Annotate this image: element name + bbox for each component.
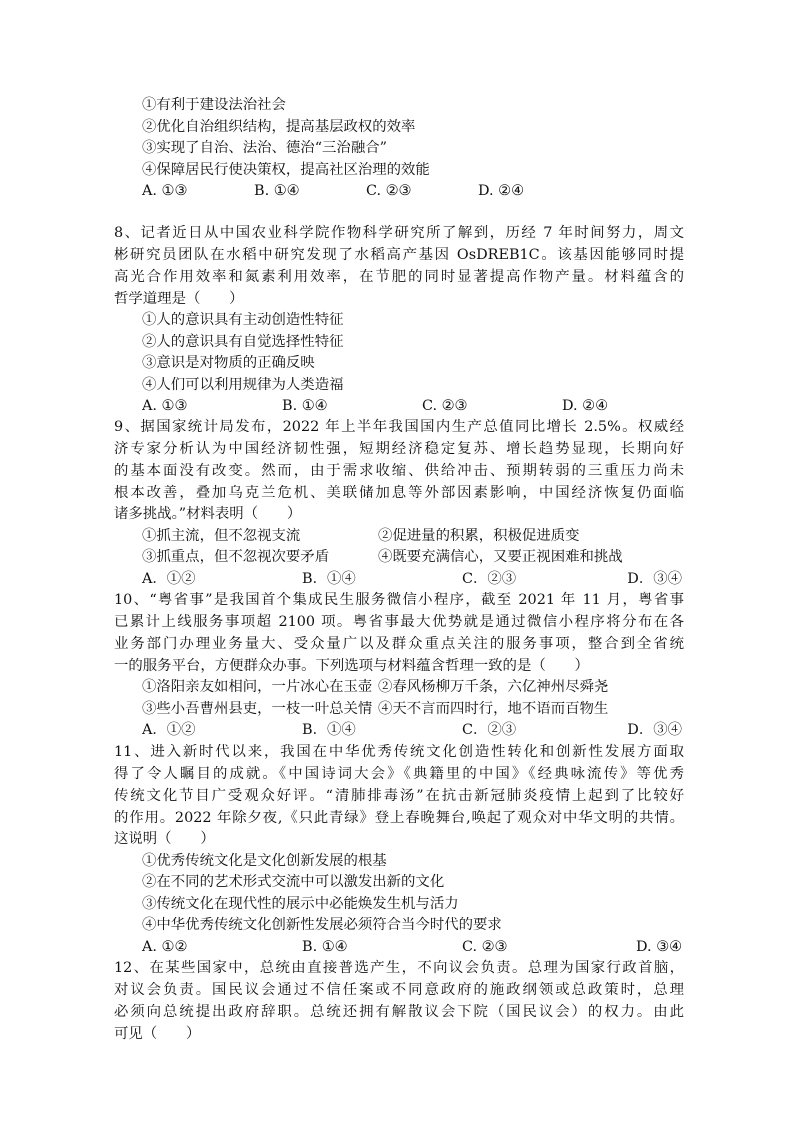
q10-choice-d[interactable]: D．③④ bbox=[627, 722, 682, 738]
q10-stem-line: 10、“粤省事”是我国首个集成民生服务微信小程序，截至 2021 年 11 月，粤省事 bbox=[114, 592, 684, 608]
q9-stem-line: 根本改善，叠加乌克兰危机、美联储加息等外部因素影响，中国经济恢复仍面临 bbox=[114, 485, 684, 501]
q11-stem-line: 11、进入新时代以来，我国在中华优秀传统文化创造性转化和创新性发展方面取 bbox=[114, 744, 684, 760]
q11-stem-line: 得了令人瞩目的成就。《中国诗词大会》《典籍里的中国》《经典咏流传》等优秀 bbox=[114, 766, 684, 782]
q10-stem-line: 业务部门办理业务量大、受众量广以及群众重点关注的服务事项，整合到全省统 bbox=[114, 636, 684, 652]
q10-options-row bbox=[142, 698, 682, 720]
q9-choice-d[interactable]: D．③④ bbox=[627, 571, 682, 587]
q9-option-3: ③抓重点，但不忽视次要矛盾 bbox=[142, 549, 330, 565]
q11-stem-line: 传统文化节目广受观众好评。“清肺排毒汤”在抗击新冠肺炎疫情上起到了比较好 bbox=[114, 788, 684, 804]
q12-stem-line: 12、在某些国家中，总统由直接普选产生，不向议会负责。总理为国家行政首脑， bbox=[114, 960, 684, 976]
q7-option-4: ④保障居民行使决策权，提高社区治理的效能 bbox=[142, 162, 430, 178]
q8-choice-a[interactable]: A. ①③ bbox=[142, 398, 188, 414]
q9-choices bbox=[142, 568, 682, 590]
q11-stem-line: 这说明（ ） bbox=[114, 831, 215, 847]
q10-choice-c[interactable]: C．②③ bbox=[462, 722, 517, 738]
q9-choice-a[interactable]: A．①② bbox=[142, 571, 196, 587]
q7-choice-b[interactable]: B. ①④ bbox=[254, 183, 300, 199]
q8-choice-b[interactable]: B. ①④ bbox=[282, 398, 328, 414]
q8-stem-line: 8、记者近日从中国农业科学院作物科学研究所了解到，历经 7 年时间努力，周文 bbox=[114, 225, 684, 241]
q12-stem-line: 必须向总统提出政府辞职。总统还拥有解散议会下院（国民议会）的权力。由此 bbox=[114, 1004, 684, 1020]
q10-option-4: ④天不言而四时行，地不语而百物生 bbox=[378, 701, 609, 717]
q8-choice-d[interactable]: D. ②④ bbox=[562, 398, 608, 414]
q9-option-2: ②促进量的积累，积极促进质变 bbox=[378, 528, 580, 544]
q9-option-4: ④既要充满信心，又要正视困难和挑战 bbox=[378, 549, 623, 565]
q12-stem-line: 可见（ ） bbox=[114, 1026, 201, 1042]
q11-stem-line: 的作用。2022 年除夕夜,《只此青绿》登上春晚舞台,唤起了观众对中华文明的共情。 bbox=[114, 810, 684, 826]
q7-option-2: ②优化自治组织结构，提高基层政权的效率 bbox=[142, 119, 416, 135]
q11-option-3: ③传统文化在现代性的展示中必能焕发生机与活力 bbox=[142, 896, 459, 912]
q11-choices bbox=[142, 936, 682, 958]
q9-choice-b[interactable]: B．①④ bbox=[302, 571, 356, 587]
q10-option-2: ②春风杨柳万千条，六亿神州尽舜尧 bbox=[378, 679, 609, 695]
q9-stem-line: 诸多挑战。”材料表明（ ） bbox=[114, 506, 302, 522]
q9-stem-line: 9、据国家统计局发布，2022 年上半年我国国内生产总值同比增长 2.5%。权威经 bbox=[114, 419, 684, 435]
q11-choice-c[interactable]: C. ②③ bbox=[462, 939, 508, 955]
q11-choice-d[interactable]: D. ③④ bbox=[636, 939, 682, 955]
q11-option-1: ①优秀传统文化是文化创新发展的根基 bbox=[142, 853, 387, 869]
q7-option-1: ①有利于建设法治社会 bbox=[142, 97, 286, 113]
q11-option-2: ②在不同的艺术形式交流中可以激发出新的文化 bbox=[142, 874, 445, 890]
q11-choice-a[interactable]: A. ①② bbox=[142, 939, 188, 955]
q10-choice-a[interactable]: A．①② bbox=[142, 722, 196, 738]
q7-option-3: ③实现了自治、法治、德治“三治融合” bbox=[142, 140, 387, 156]
q9-options-row bbox=[142, 525, 682, 547]
q8-stem-line: 高光合作用效率和氮素利用效率，在节肥的同时显著提高作物产量。材料蕴含的 bbox=[114, 269, 684, 285]
q8-option-1: ①人的意识具有主动创造性特征 bbox=[142, 312, 344, 328]
q9-stem-line: 济专家分析认为中国经济韧性强，短期经济稳定复苏、增长趋势显现，长期向好 bbox=[114, 441, 684, 457]
q8-option-3: ③意识是对物质的正确反映 bbox=[142, 355, 315, 371]
q9-choice-c[interactable]: C．②③ bbox=[462, 571, 517, 587]
q8-stem-line: 彬研究员团队在水稻中研究发现了水稻高产基因 OsDREB1C。该基因能够同时提 bbox=[114, 247, 684, 263]
q10-stem-line: 一的服务平台，方便群众办事。下列选项与材料蕴含哲理一致的是（ ） bbox=[114, 658, 589, 674]
q8-option-2: ②人的意识具有自觉选择性特征 bbox=[142, 334, 344, 350]
q10-option-1: ①洛阳亲友如相问，一片冰心在玉壶 bbox=[142, 679, 373, 695]
q12-stem-line: 对议会负责。国民议会通过不信任案或不同意政府的施政纲领或总政策时，总理 bbox=[114, 982, 684, 998]
q9-option-1: ①抓主流，但不忽视支流 bbox=[142, 528, 301, 544]
q7-choice-a[interactable]: A. ①③ bbox=[142, 183, 188, 199]
q9-stem-line: 的基本面没有改变。然而，由于需求收缩、供给冲击、预期转弱的三重压力尚未 bbox=[114, 463, 684, 479]
q11-option-4: ④中华优秀传统文化创新性发展必须符合当今时代的要求 bbox=[142, 917, 502, 933]
q7-choices bbox=[142, 180, 682, 202]
q8-choices bbox=[142, 395, 682, 417]
q7-choice-d[interactable]: D. ②④ bbox=[478, 183, 524, 199]
q10-choice-b[interactable]: B．①④ bbox=[302, 722, 356, 738]
q9-options-row bbox=[142, 546, 682, 568]
q10-option-3: ③些小吾曹州县吏，一枝一叶总关情 bbox=[142, 701, 373, 717]
q8-option-4: ④人们可以利用规律为人类造福 bbox=[142, 377, 344, 393]
q10-options-row bbox=[142, 676, 682, 698]
q10-choices bbox=[142, 719, 682, 741]
q8-choice-c[interactable]: C. ②③ bbox=[422, 398, 468, 414]
q7-choice-c[interactable]: C. ②③ bbox=[366, 183, 412, 199]
q8-stem-line: 哲学道理是（ ） bbox=[114, 291, 244, 307]
q10-stem-line: 已累计上线服务事项超 2100 项。粤省事最大优势就是通过微信小程序将分布在各 bbox=[114, 614, 684, 630]
q11-choice-b[interactable]: B. ①④ bbox=[302, 939, 348, 955]
